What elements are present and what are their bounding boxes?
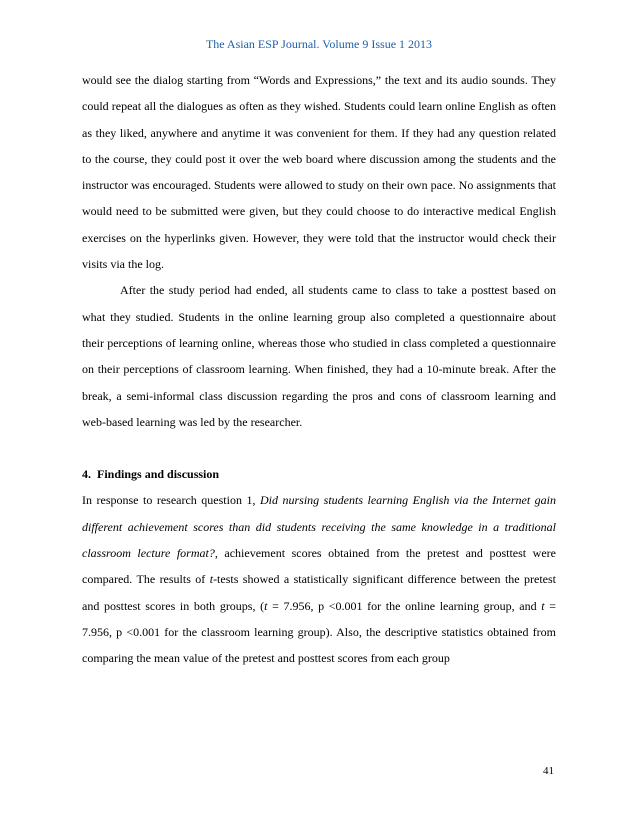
journal-header: The Asian ESP Journal. Volume 9 Issue 1 2013 [205,37,433,51]
paragraph-continuation: would see the dialog starting from “Words and Expressions,” the text and its audio sounds. They could repeat all the dialogues as often as they wished. Students could learn online English as often as they liked, anywhere and anytime it was convenient for them. If they had any question related to the course, they could post it over the web board where discussion among the students and the instructor was encouraged. Students were allowed to study on their own pace. No assignments that would need to be submitted were given, but they could choose to do interactive medical English exercises on the hyperlinks given. However, they were told that the instructor would check their visits via the log. [82,73,556,272]
findings-stat-classroom: = 7.956, p <0.001 for the classroom learning group). Also, the descriptive statistics obtained from comparing the mean value of the pretest and posttest scores from each group [82,598,556,666]
t-symbol: t [541,598,545,613]
findings-stat-online: = 7.956, p <0.001 for the online learning group, and [267,598,542,613]
page-number: 41 [543,765,554,777]
t-symbol: t [209,572,214,587]
section-number: 4. [82,467,91,482]
section-title: Findings and discussion [97,467,220,482]
findings-intro: In response to research question 1, [82,493,260,508]
paragraph-findings [82,487,556,671]
t-symbol: t [264,598,268,613]
paragraph-posttest: After the study period had ended, all students came to class to take a posttest based on what they studied. Students in the online learning group also completed a questionnaire about their perceptions of learning online, whereas those who studied in class completed a questionnaire on their perceptions of classroom learning. When finished, they had a 10-minute break. After the break, a semi-informal class discussion regarding the pros and cons of classroom learning and web-based learning was led by the researcher. [82,283,556,429]
section-gap [82,435,556,461]
section-heading [82,461,556,487]
research-question: Did nursing students learning English via the Internet gain different achievement scores than did students receiving the same knowledge in a traditional classroom lecture format? [82,493,557,561]
findings-ttests: -tests showed a statistically significant difference between the pretest and posttest scores in both groups, ( [82,572,556,613]
findings-after-question: , achievement scores obtained from the pretest and posttest were compared. The results of [82,546,556,587]
page-body [82,67,556,672]
